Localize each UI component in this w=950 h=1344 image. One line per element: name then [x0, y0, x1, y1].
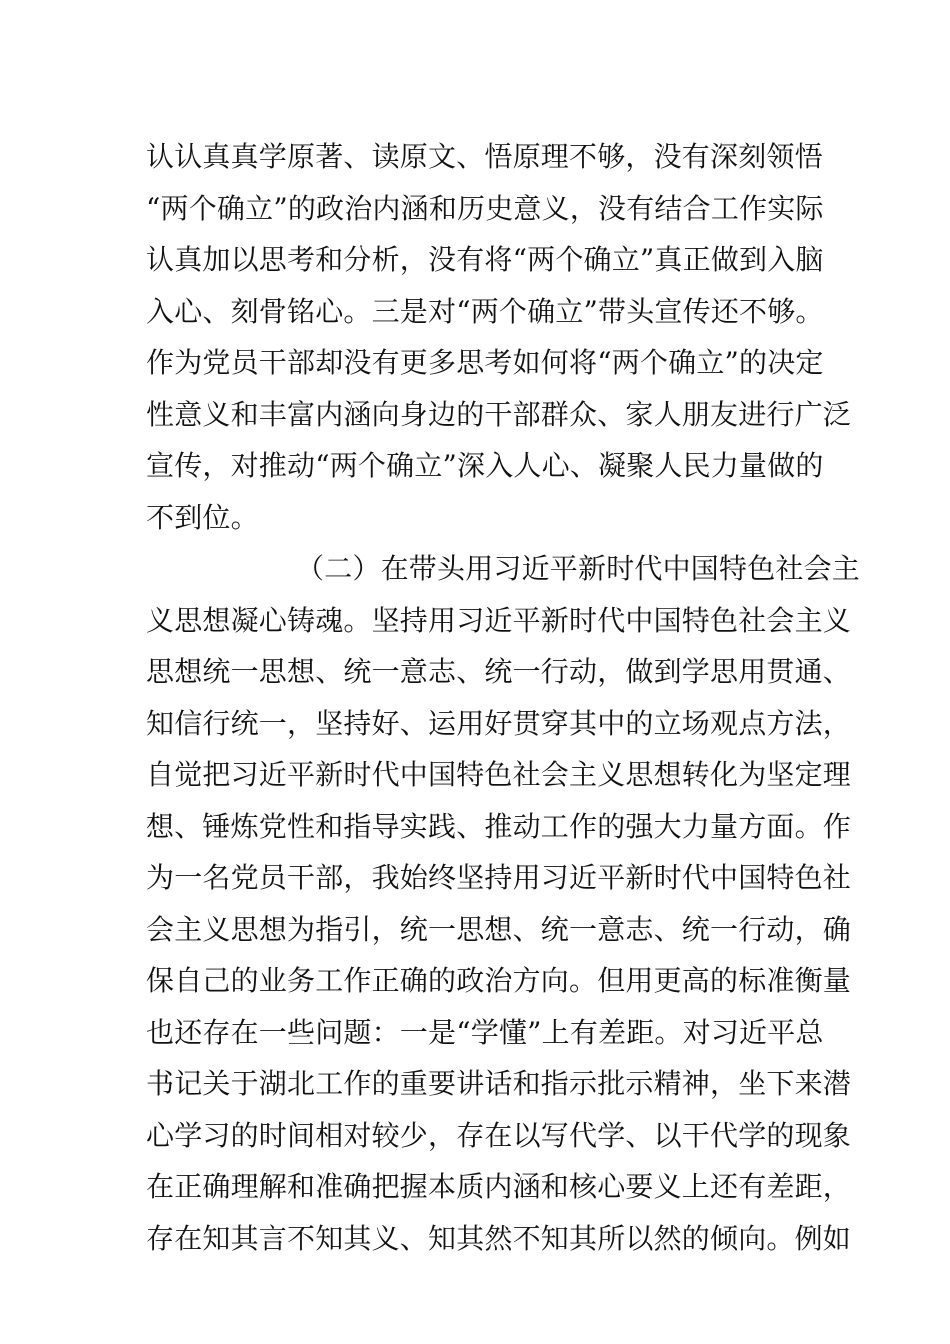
text-line: 认真加以思考和分析，没有将“两个确立”真正做到入脑	[146, 243, 824, 276]
text-line: 不到位。	[146, 500, 259, 534]
text-line: 为一名党员干部，我始终坚持用习近平新时代中国特色社	[146, 861, 852, 894]
text-line: 心学习的时间相对较少，存在以写代学、以干代学的现象	[146, 1118, 852, 1152]
text-line: 也还存在一些问题：一是“学懂”上有差距。对习近平总	[146, 1015, 824, 1049]
text-line: 入心、刻骨铭心。三是对“两个确立”带头宣传还不够。	[146, 294, 824, 328]
body-text	[146, 131, 861, 1264]
text-line: 知信行统一，坚持好、运用好贯穿其中的立场观点方法，	[146, 706, 852, 740]
text-line: 书记关于湖北工作的重要讲话和指示批示精神，坐下来潜	[146, 1067, 852, 1100]
section-heading-line: （二）在带头用习近平新时代中国特色社会主	[296, 552, 861, 585]
text-line: 存在知其言不知其义、知其然不知其所以然的倾向。例如	[146, 1221, 852, 1255]
text-line: 在正确理解和准确把握本质内涵和核心要义上还有差距，	[146, 1170, 852, 1203]
text-line: 义思想凝心铸魂。坚持用习近平新时代中国特色社会主义	[146, 603, 852, 637]
text-line: 会主义思想为指引，统一思想、统一意志、统一行动，确	[146, 912, 852, 946]
text-line: 作为党员干部却没有更多思考如何将“两个确立”的决定	[146, 346, 824, 379]
text-line: 宣传，对推动“两个确立”深入人心、凝聚人民力量做的	[146, 449, 824, 482]
text-line: 思想统一思想、统一意志、统一行动，做到学思用贯通、	[146, 655, 852, 688]
text-line: 想、锤炼党性和指导实践、推动工作的强大力量方面。作	[146, 809, 852, 843]
text-line: 性意义和丰富内涵向身边的干部群众、家人朋友进行广泛	[146, 397, 852, 431]
text-line: 保自己的业务工作正确的政治方向。但用更高的标准衡量	[146, 964, 852, 997]
text-line: “两个确立”的政治内涵和历史意义，没有结合工作实际	[146, 191, 824, 225]
text-line: 认认真真学原著、读原文、悟原理不够，没有深刻领悟	[146, 140, 823, 173]
text-line: 自觉把习近平新时代中国特色社会主义思想转化为坚定理	[146, 758, 852, 791]
